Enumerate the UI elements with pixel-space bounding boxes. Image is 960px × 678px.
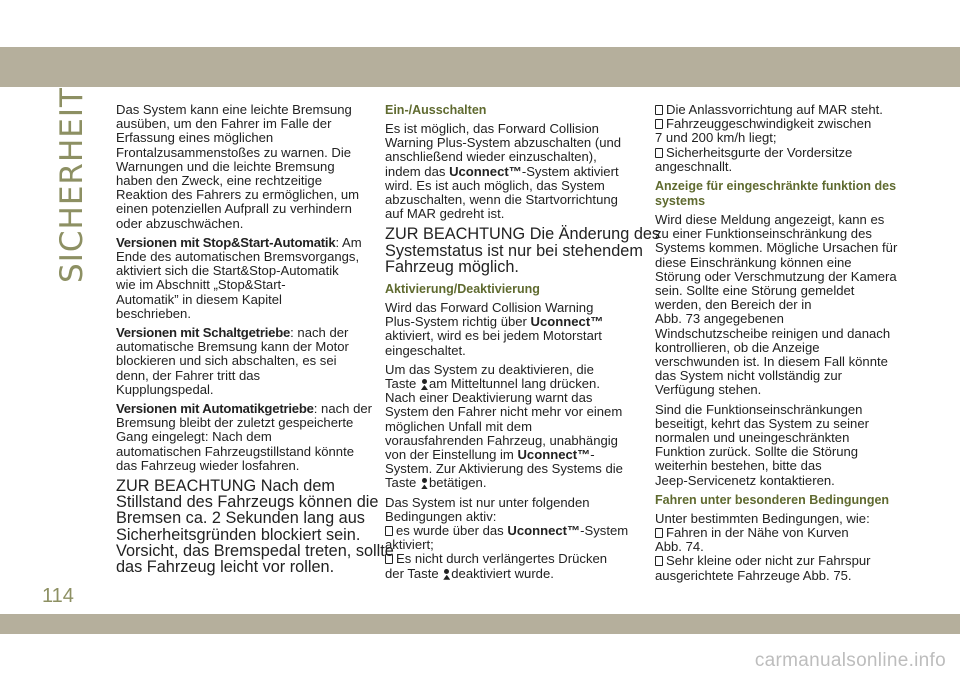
checkbox-bullet-icon <box>655 119 663 129</box>
checkbox-bullet-icon <box>655 105 663 115</box>
checkbox-bullet-icon <box>655 148 663 158</box>
page-number: 114 <box>42 585 74 607</box>
automatic-gearbox-lead: Versionen mit Automatikgetriebe <box>116 401 314 417</box>
deactivation-paragraph: Um das System zu deaktivieren, die Taste am Mitteltunnel lang drücken. Nach einer Deaktivierung warnt das System den Fahrer nicht mehr vor einem möglichen Unfall mit dem vorausfahrenden Fahrzeug, unabhängig von der Einstellung im Uconnect™- System. Zur Aktivierung des Systems die Taste betätigen. <box>385 361 623 491</box>
on-off-paragraph: Es ist möglich, das Forward Collision Warning Plus-System abzuschalten (und anschließend wieder einzuschalten), indem das Uconnect™-System aktiviert wird. Es ist auch möglich, das System abzuschalten, wenn die Startvorrichtung auf MAR gedreht ist. <box>385 121 622 222</box>
checkbox-bullet-icon <box>655 528 663 538</box>
checkbox-bullet-icon <box>655 556 663 566</box>
fcw-button-icon <box>421 478 428 489</box>
footer-band <box>0 614 960 634</box>
automatic-gearbox-paragraph: Versionen mit Automatikgetriebe: nach der Bremsung bleibt der zuletzt gespeicherte Gang eingelegt: Nach dem automatischen Fahrzeugstillstand könnte das Fahrzeug wieder losfahren. <box>116 401 373 473</box>
limited-function-paragraph: Wird diese Meldung angezeigt, kann es zu einer Funktionseinschränkung des Systems kommen. Mögliche Ursachen für diese Einschränkung können eine Störung oder Verschmutzung der Kamera sein. Sollte eine Störung gemeldet werden, den Bereich der in Abb. 73 angegebenen Windschutzscheibe reinigen und danach kontrollieren, ob die Anzeige verschwunden ist. In diesem Fall könnte das System nicht vollständig zur Verfügung stehen. <box>655 212 898 398</box>
fcw-button-icon <box>443 569 450 580</box>
heading-special-conditions: Fahren unter besonderen Bedingungen <box>655 492 890 507</box>
fcw-button-icon <box>421 379 428 390</box>
intro-paragraph: Das System kann eine leichte Bremsung ausüben, um den Fahrer im Falle der Erfassung eines möglichen Frontalzusammenstoßes zu warnen. Die Warnungen und die leichte Bremsung haben den Zweck, eine rechtzeitige Reaktion des Fahrers zu ermöglichen, um einen potenziellen Aufprall zu verhindern oder abzuschwächen. <box>116 102 360 231</box>
checkbox-bullet-icon <box>385 554 393 564</box>
special-conditions-paragraph: Unter bestimmten Bedingungen, wie: Fahren in der Nähe von Kurven Abb. 74. Sehr kleine oder nicht zur Fahrspur ausgerichtete Fahrzeuge Abb. 75. <box>655 510 871 583</box>
column-2 <box>385 103 661 586</box>
stop-start-paragraph: Versionen mit Stop&Start-Automatik: Am Ende des automatischen Bremsvorgangs, aktiviert sich die Start&Stop-Automatik wie im Abschnitt „Stop&Start- Automatik” in diesem Kapitel beschrieben. <box>116 234 362 321</box>
manual-gearbox-paragraph: Versionen mit Schaltgetriebe: nach der automatische Bremsung kann der Motor blockieren und sich abschalten, es sei denn, der Fahrer tritt das Kupplungspedal. <box>116 325 349 397</box>
heading-limited-function: Anzeige für eingeschränkte funktion des systems <box>655 179 897 209</box>
column-3 <box>655 103 915 588</box>
column-1 <box>116 102 394 582</box>
stop-start-lead: Versionen mit Stop&Start-Automatik <box>116 234 336 250</box>
conditions-list: Die Anlassvorrichtung auf MAR steht. Fahrzeuggeschwindigkeit zwischen 7 und 200 km/h liegt; Sicherheitsgurte der Vordersitze angeschnallt. <box>655 102 883 174</box>
manual-gearbox-lead: Versionen mit Schaltgetriebe <box>116 325 291 341</box>
header-band <box>0 47 960 87</box>
watermark: carmanualsonline.info <box>754 650 946 671</box>
restore-function-paragraph: Sind die Funktionseinschränkungen beseitigt, kehrt das System zu seiner normalen und uneingeschränkten Funktion zurück. Sollte die Störung weiterhin bestehen, bitte das Jeep-Servicenetz kontaktieren. <box>655 401 869 488</box>
section-label: SICHERHEIT <box>54 87 91 283</box>
checkbox-bullet-icon <box>385 526 393 536</box>
conditions-paragraph: Das System ist nur unter folgenden Bedingungen aktiv: es wurde über das Uconnect™-System aktiviert; Es nicht durch verlängertes Drücken der Taste deaktiviert wurde. <box>385 494 629 581</box>
heading-activation: Aktivierung/Deaktivierung <box>385 282 540 297</box>
note-brake-hold: ZUR BEACHTUNG Nach dem Stillstand des Fahrzeugs können die Bremsen ca. 2 Sekunden lang aus Sicherheitsgründen blockiert sein. Vorsicht, das Bremspedal treten, sollte das Fahrzeug leicht vor rollen. <box>116 477 394 577</box>
note-status-change: ZUR BEACHTUNG Die Änderung des Systemstatus ist nur bei stehendem Fahrzeug möglich. <box>385 225 661 276</box>
heading-on-off: Ein-/Ausschalten <box>385 103 487 117</box>
activation-paragraph: Wird das Forward Collision Warning Plus-System richtig über Uconnect™ aktiviert, wird es bei jedem Motorstart eingeschaltet. <box>385 300 604 358</box>
